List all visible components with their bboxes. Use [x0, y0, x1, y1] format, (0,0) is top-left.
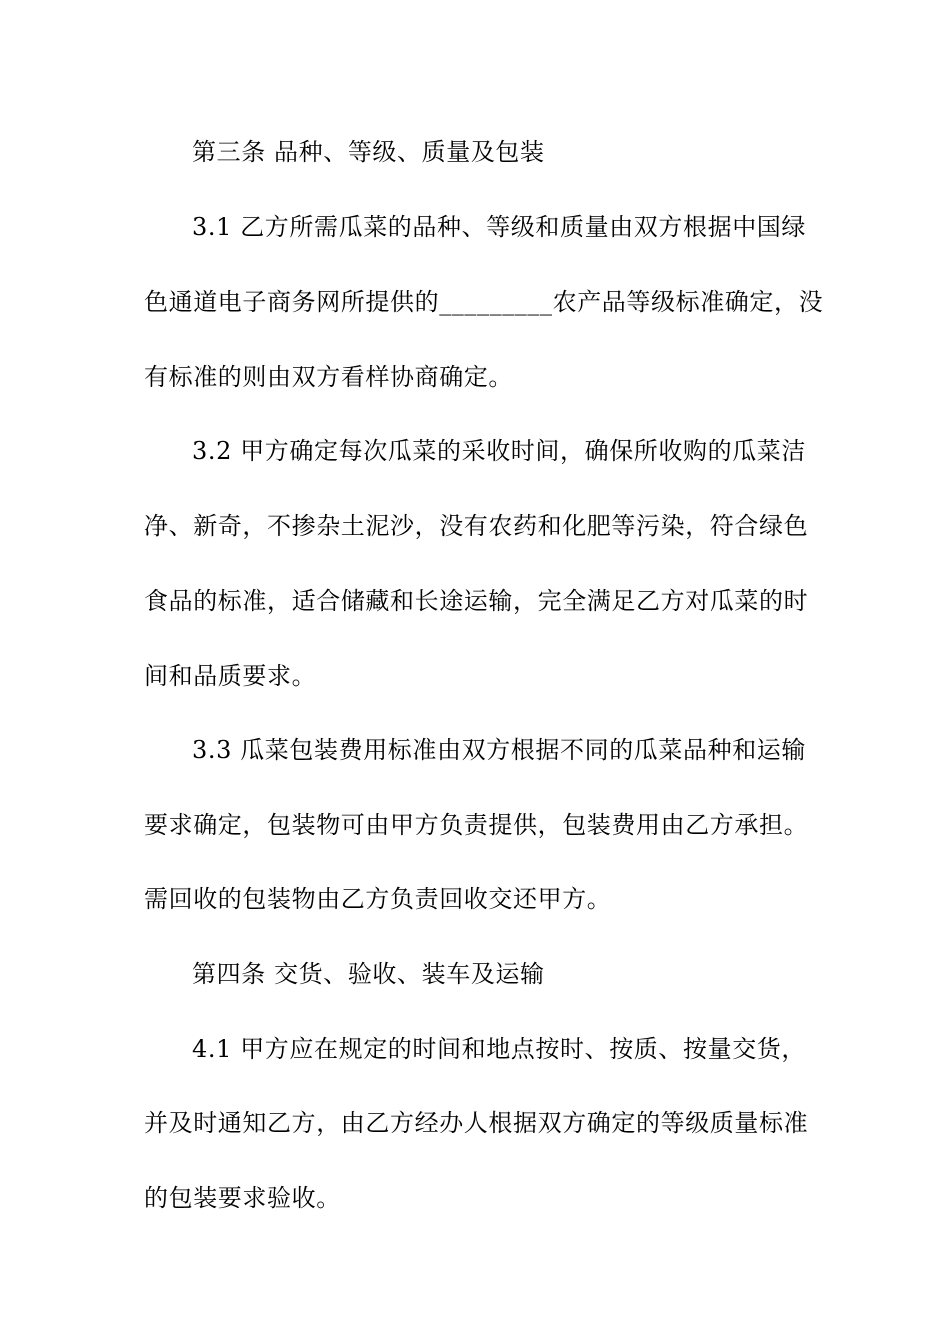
clause-4-1-line-2: 并及时通知乙方，由乙方经办人根据双方确定的等级质量标准: [144, 1109, 809, 1137]
article-3-heading: 第三条 品种、等级、质量及包装: [192, 138, 545, 166]
clause-3-3-line-2: 要求确定，包装物可由甲方负责提供，包装费用由乙方承担。: [144, 811, 809, 839]
clause-3-3-line-3: 需回收的包装物由乙方负责回收交还甲方。: [144, 885, 612, 913]
clause-4-1-line-1: 4.1 甲方应在规定的时间和地点按时、按质、按量交货，: [192, 1035, 806, 1063]
clause-3-2-line-3: 食品的标准，适合储藏和长途运输，完全满足乙方对瓜菜的时: [144, 587, 809, 615]
clause-3-2-line-1: 3.2 甲方确定每次瓜菜的采收时间，确保所收购的瓜菜洁: [192, 437, 806, 465]
clause-3-1-line-2: 色通道电子商务网所提供的_________农产品等级标准确定，没: [144, 288, 824, 316]
clause-3-1-line-3: 有标准的则由双方看样协商确定。: [144, 363, 513, 391]
clause-3-2-line-2: 净、新奇，不掺杂土泥沙，没有农药和化肥等污染，符合绿色: [144, 512, 809, 540]
clause-3-3-line-1: 3.3 瓜菜包装费用标准由双方根据不同的瓜菜品种和运输: [192, 736, 806, 764]
article-4-heading: 第四条 交货、验收、装车及运输: [192, 960, 545, 988]
clause-3-1-line-1: 3.1 乙方所需瓜菜的品种、等级和质量由双方根据中国绿: [192, 213, 806, 241]
clause-3-2-line-4: 间和品质要求。: [144, 662, 317, 690]
clause-4-1-line-3: 的包装要求验收。: [144, 1184, 341, 1212]
